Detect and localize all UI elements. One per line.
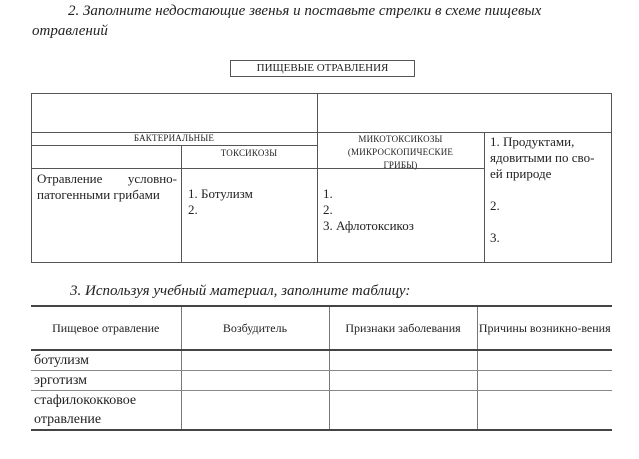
myco-items: 1. 2. 3. Афлотоксикоз [323,186,414,233]
header-poisoning: Пищевое отравление [31,306,181,350]
empty-cell [181,350,329,371]
header-symptoms: Признаки заболевания [329,306,477,350]
toxicoses-items: 1. Ботулизм 2. [188,186,253,217]
empty-cell [181,371,329,391]
toxicoses-label: ТОКСИКОЗЫ [220,148,278,158]
products-cell: 1. Продуктами, ядовитыми по сво- ей природе 2. 3. [490,134,595,245]
table-header-row [31,306,612,350]
mycotoxicoses-label: МИКОТОКСИКОЗЫ (МИКРОСКОПИЧЕСКИЕ ГРИБЫ) [347,134,454,170]
task2-heading-cont: отравлений [32,23,108,39]
task2-heading: 2. Заполните недостающие звенья и поставьте стрелки в схеме пищевых [68,3,542,19]
task3-heading: 3. Используя учебный материал, заполните таблицу: [70,283,411,299]
header-pathogen: Возбудитель [181,306,329,350]
empty-cell [329,371,477,391]
table-row: эрготизм [31,371,612,391]
empty-cell [329,350,477,371]
bacterial-label: БАКТЕРИАЛЬНЫЕ [133,133,215,143]
table-row: стафилококковое отравление [31,391,612,431]
empty-cell [477,391,612,431]
empty-cell [329,391,477,431]
poisoning-table [31,305,612,431]
conditional-pathogen-cell: Отравление условно- патогенными грибами [37,171,177,202]
empty-cell [181,391,329,431]
scheme-root-box: ПИЩЕВЫЕ ОТРАВЛЕНИЯ [230,60,415,77]
table-row: ботулизм [31,350,612,371]
empty-cell [477,371,612,391]
empty-cell [477,350,612,371]
header-causes: Причины возникно-вения [477,306,612,350]
